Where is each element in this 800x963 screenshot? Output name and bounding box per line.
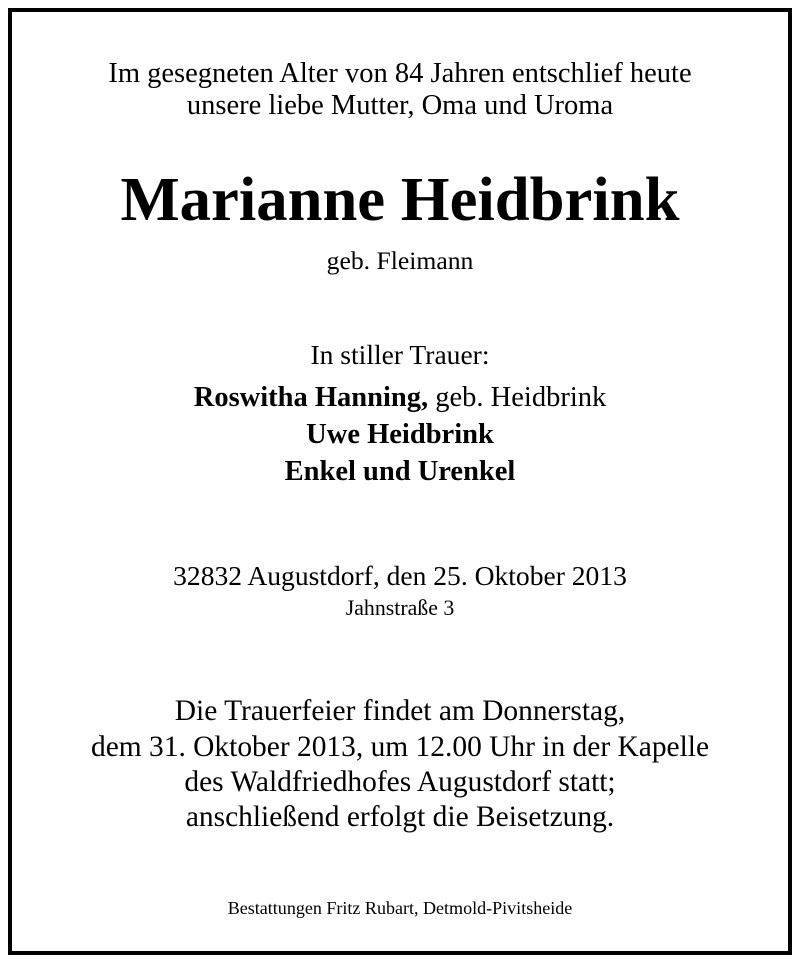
funeral-line-2: dem 31. Oktober 2013, um 12.00 Uhr in der Kapelle xyxy=(90,731,710,763)
deceased-name: Marianne Heidbrink xyxy=(120,164,680,234)
funeral-line-3: des Waldfriedhofes Augustdorf statt; xyxy=(184,766,616,798)
mourner-line-1 xyxy=(0,384,800,413)
intro-line-2: unsere liebe Mutter, Oma und Uroma xyxy=(186,90,614,121)
mourning-heading: In stiller Trauer: xyxy=(310,339,490,370)
intro-line-1: Im gesegneten Alter von 84 Jahren entschlief heute xyxy=(108,58,692,89)
maiden-name: geb. Fleimann xyxy=(326,246,474,275)
undertaker-credit: Bestattungen Fritz Rubart, Detmold-Pivitsheide xyxy=(227,898,573,918)
funeral-line-4: anschließend erfolgt die Beisetzung. xyxy=(185,801,615,833)
mourner-line-2: Uwe Heidbrink xyxy=(306,419,494,450)
mourner-maiden-suffix: geb. Heidbrink xyxy=(428,382,607,413)
mourner-line-3: Enkel und Urenkel xyxy=(284,456,516,487)
street-address: Jahnstraße 3 xyxy=(345,596,455,620)
funeral-line-1: Die Trauerfeier findet am Donnerstag, xyxy=(174,695,626,727)
place-date: 32832 Augustdorf, den 25. Oktober 2013 xyxy=(173,560,627,591)
mourner-name-roswitha: Roswitha Hanning, xyxy=(193,382,429,413)
